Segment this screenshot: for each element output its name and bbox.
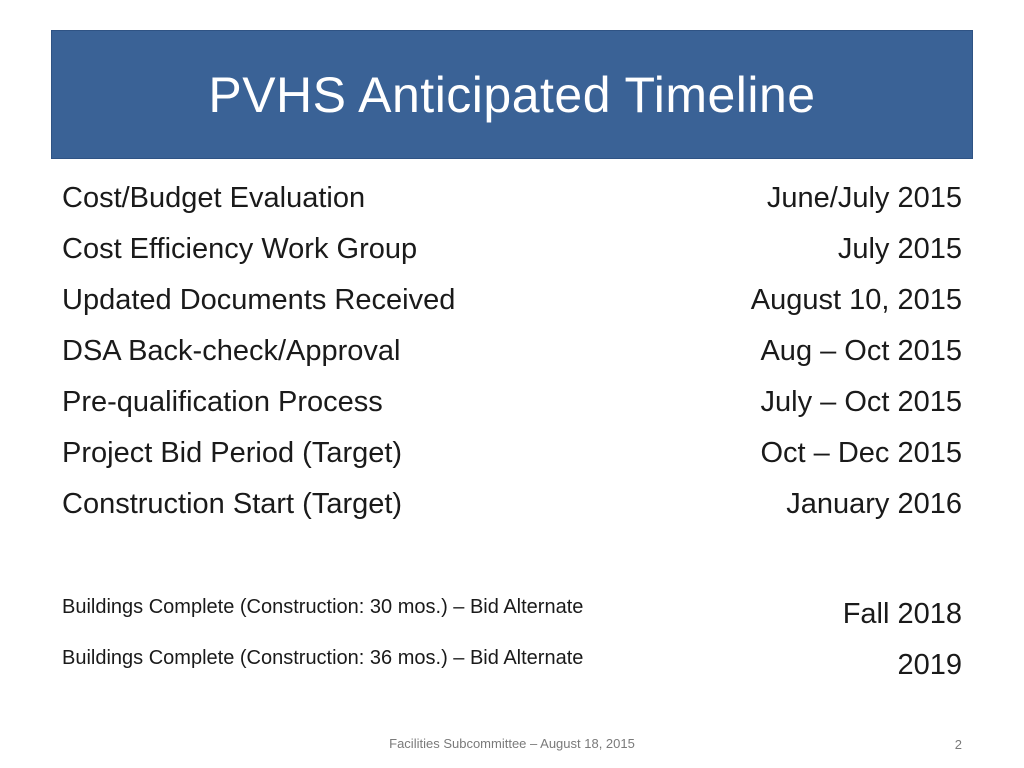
completion-item-label: Buildings Complete (Construction: 30 mos.) – Bid Alternate (62, 596, 584, 618)
timeline-item-label: Pre-qualification Process (62, 386, 383, 418)
timeline-item-label: DSA Back-check/Approval (62, 335, 401, 367)
timeline-list (62, 182, 962, 539)
slide-title: PVHS Anticipated Timeline (208, 66, 816, 123)
completion-row (62, 592, 962, 643)
timeline-item-date: January 2016 (786, 488, 962, 520)
completion-row (62, 643, 962, 694)
timeline-item-label: Construction Start (Target) (62, 488, 403, 520)
timeline-item-date: August 10, 2015 (750, 284, 962, 316)
footer-text: Facilities Subcommittee – August 18, 2015 (389, 736, 635, 751)
timeline-item-date: Oct – Dec 2015 (760, 437, 962, 469)
timeline-item-date: July – Oct 2015 (760, 386, 962, 418)
timeline-row (62, 386, 962, 437)
timeline-row (62, 488, 962, 539)
timeline-row (62, 335, 962, 386)
timeline-item-label: Updated Documents Received (62, 284, 456, 316)
page-number: 2 (954, 737, 962, 752)
timeline-row (62, 284, 962, 335)
timeline-item-date: July 2015 (837, 233, 962, 265)
timeline-item-date: June/July 2015 (766, 182, 962, 214)
completion-list (62, 592, 962, 694)
timeline-item-label: Cost Efficiency Work Group (62, 233, 418, 265)
timeline-item-label: Project Bid Period (Target) (62, 437, 403, 469)
timeline-row (62, 233, 962, 284)
timeline-item-label: Cost/Budget Evaluation (62, 182, 366, 214)
timeline-row (62, 437, 962, 488)
completion-item-date: 2019 (897, 649, 962, 681)
title-banner (51, 30, 973, 159)
completion-item-label: Buildings Complete (Construction: 36 mos.) – Bid Alternate (62, 647, 584, 669)
timeline-row (62, 182, 962, 233)
timeline-item-date: Aug – Oct 2015 (760, 335, 962, 367)
completion-item-date: Fall 2018 (842, 598, 962, 630)
